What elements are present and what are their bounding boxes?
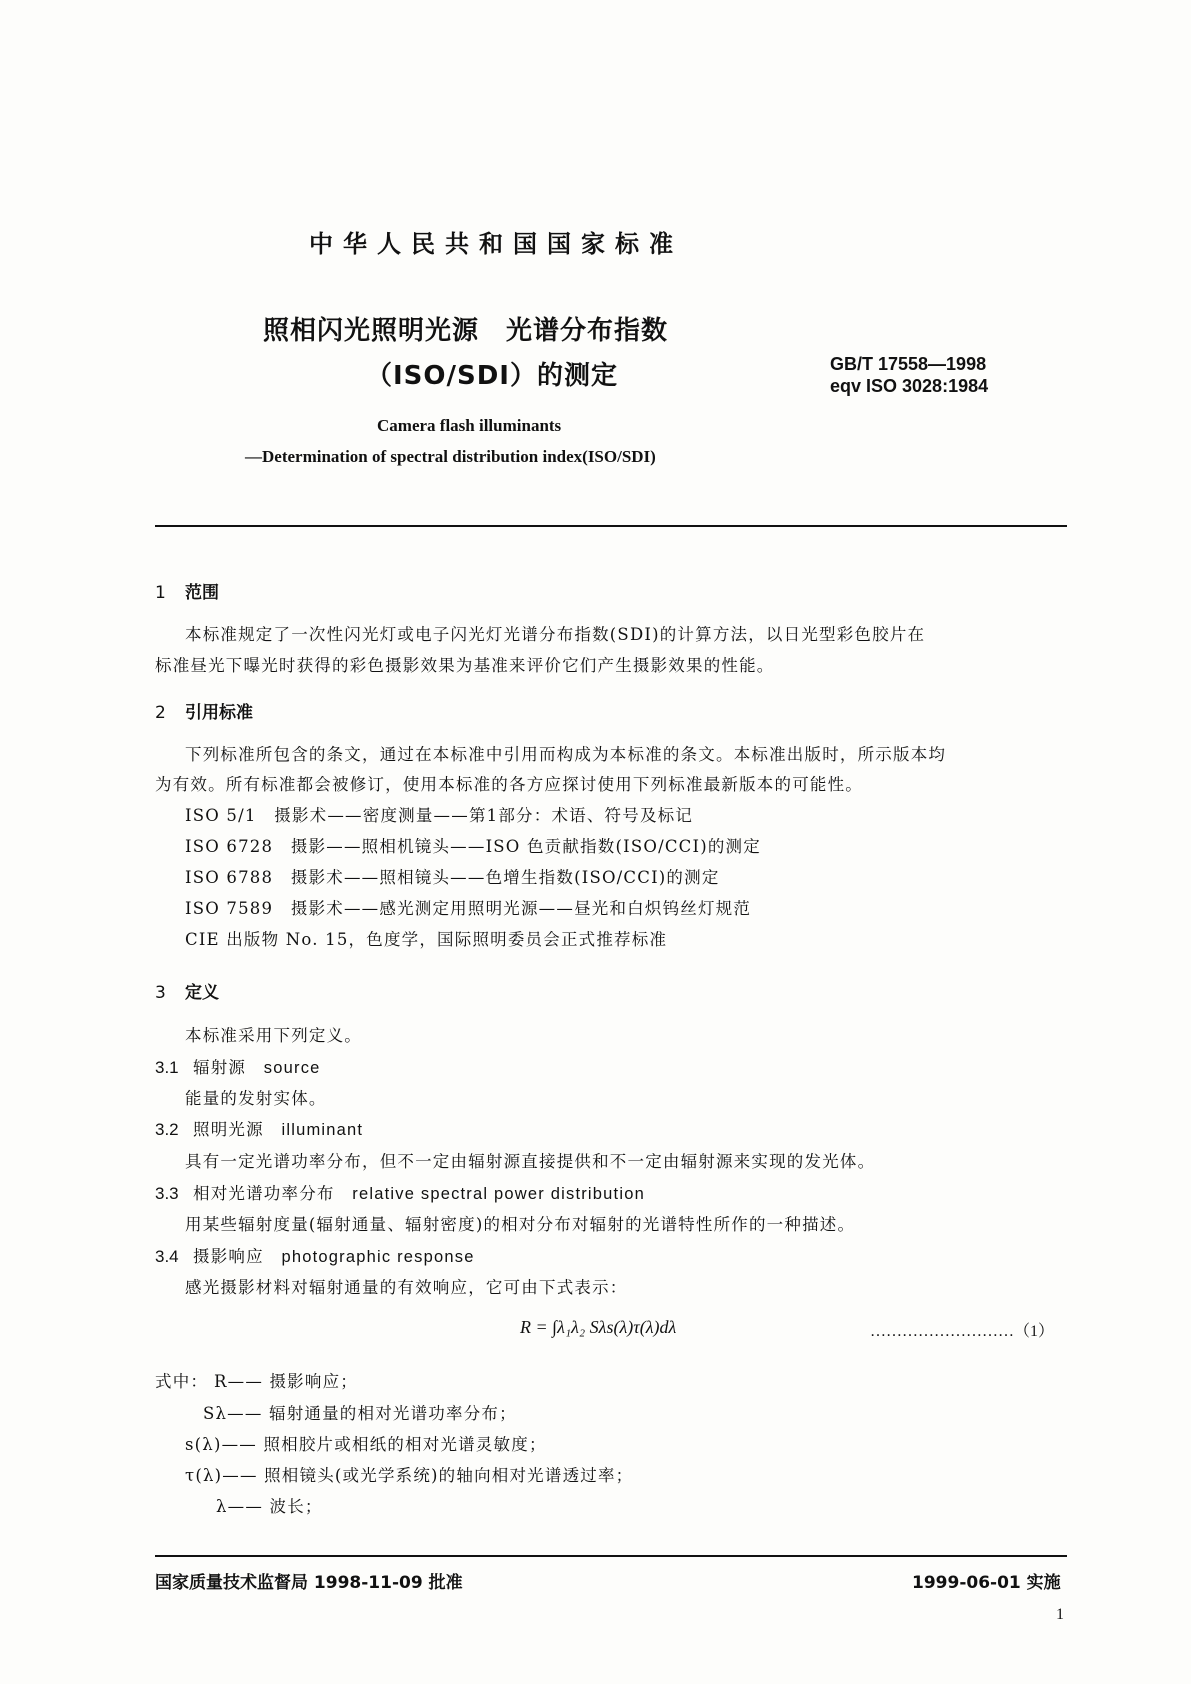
footer-divider — [155, 1555, 1067, 1557]
section-1-text-line1: 本标准规定了一次性闪光灯或电子闪光灯光谱分布指数(SDI)的计算方法，以日光型彩色胶片在 — [185, 625, 926, 644]
section-3-title: 定义 — [185, 983, 219, 1003]
reference-item: ISO 6728 摄影——照相机镜头——ISO 色贡献指数(ISO/CCI)的测定 — [185, 837, 761, 856]
definition-number: 3.2 — [155, 1120, 179, 1139]
section-2-text-line1: 下列标准所包含的条文，通过在本标准中引用而构成为本标准的条文。本标准出版时，所示版本均 — [185, 745, 947, 764]
equation: R = ∫λ₁λ₂ Sλs(λ)τ(λ)dλ — [520, 1317, 677, 1337]
standard-code-line2: eqv ISO 3028:1984 — [830, 376, 989, 396]
definition-number: 3.1 — [155, 1058, 179, 1077]
approval-date: 国家质量技术监督局 1998-11-09 批准 — [155, 1573, 463, 1593]
title-cn-line1: 照相闪光照明光源 光谱分布指数 — [263, 316, 669, 346]
definition-term-text: 摄影响应 photographic response — [193, 1248, 475, 1266]
section-1-text-line2: 标准昼光下曝光时获得的彩色摄影效果为基准来评价它们产生摄影效果的性能。 — [155, 656, 775, 675]
where-item: τ(λ)—— 照相镜头(或光学系统)的轴向相对光谱透过率； — [185, 1466, 634, 1485]
definition-term — [155, 1054, 321, 1078]
where-label: 式中： — [155, 1372, 209, 1391]
definition-desc: 能量的发射实体。 — [185, 1089, 327, 1108]
where-item: R—— 摄影响应； — [214, 1372, 358, 1391]
section-1-heading — [155, 578, 219, 603]
section-3-number: 3 — [155, 983, 166, 1003]
where-item: Sλ—— 辐射通量的相对光谱功率分布； — [203, 1404, 517, 1423]
definition-desc: 感光摄影材料对辐射通量的有效响应，它可由下式表示： — [185, 1278, 628, 1297]
definition-desc: 用某些辐射度量(辐射通量、辐射密度)的相对分布对辐射的光谱特性所作的一种描述。 — [185, 1215, 856, 1234]
definition-desc: 具有一定光谱功率分布，但不一定由辐射源直接提供和不一定由辐射源来实现的发光体。 — [185, 1152, 876, 1171]
page-number: 1 — [1056, 1606, 1064, 1623]
definition-term-text: 辐射源 source — [193, 1059, 321, 1077]
header-divider — [155, 525, 1067, 527]
definition-term-text: 相对光谱功率分布 relative spectral power distribution — [193, 1185, 645, 1203]
definition-number: 3.4 — [155, 1247, 179, 1266]
section-3-intro: 本标准采用下列定义。 — [185, 1026, 362, 1045]
reference-item: ISO 5/1 摄影术——密度测量——第1部分：术语、符号及标记 — [185, 806, 694, 825]
title-en-line2: —Determination of spectral distribution index(ISO/SDI) — [245, 447, 656, 466]
section-2-number: 2 — [155, 703, 166, 723]
section-1-number: 1 — [155, 583, 166, 603]
reference-item: ISO 7589 摄影术——感光测定用照明光源——昼光和白炽钨丝灯规范 — [185, 899, 752, 918]
section-1-title: 范围 — [185, 583, 219, 603]
standard-code-line1: GB/T 17558—1998 — [830, 354, 987, 374]
section-3-heading — [155, 978, 219, 1003]
reference-item: ISO 6788 摄影术——照相镜头——色增生指数(ISO/CCI)的测定 — [185, 868, 720, 887]
standard-code — [830, 353, 988, 397]
definition-term-text: 照明光源 illuminant — [193, 1121, 364, 1139]
definition-term — [155, 1116, 363, 1140]
reference-item: CIE 出版物 No. 15，色度学，国际照明委员会正式推荐标准 — [185, 930, 668, 949]
section-2-text-line2: 为有效。所有标准都会被修订，使用本标准的各方应探讨使用下列标准最新版本的可能性。 — [155, 775, 863, 794]
title-en-line1: Camera flash illuminants — [377, 416, 562, 435]
where-item: λ—— 波长； — [216, 1497, 323, 1516]
definition-term — [155, 1180, 645, 1204]
section-2-heading — [155, 698, 253, 723]
where-item: s(λ)—— 照相胶片或相纸的相对光谱灵敏度； — [185, 1435, 547, 1454]
implementation-date: 1999-06-01 实施 — [912, 1573, 1061, 1593]
title-cn-line2: （ISO/SDI）的测定 — [366, 361, 618, 391]
definition-term — [155, 1243, 475, 1267]
national-standard-heading: 中华人民共和国国家标准 — [309, 230, 683, 258]
section-2-title: 引用标准 — [185, 703, 253, 723]
definition-number: 3.3 — [155, 1184, 179, 1203]
equation-number: ………………………（1） — [870, 1323, 1055, 1340]
